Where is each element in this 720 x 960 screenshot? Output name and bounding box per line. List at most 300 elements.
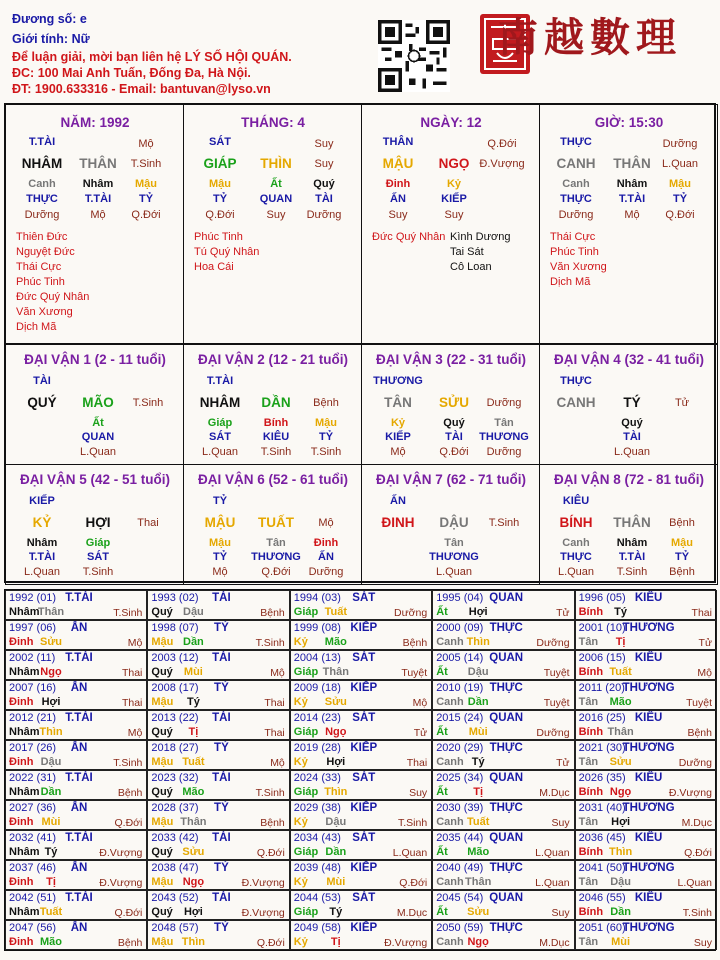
year-cell[interactable]: [575, 590, 717, 620]
year-label: 2024 (33): [293, 772, 341, 784]
year-branch: Dậu: [610, 876, 631, 888]
year-cell[interactable]: [5, 800, 147, 830]
year-star: THỰC: [489, 742, 523, 754]
year-star: QUAN: [489, 592, 524, 604]
year-state: T.Sinh: [255, 637, 285, 649]
dai-van-hidden-god: TỶ: [318, 431, 334, 443]
year-cell[interactable]: [575, 860, 717, 890]
year-cell[interactable]: [575, 830, 717, 860]
year-cell[interactable]: [432, 920, 574, 950]
dai-van-hidden-state: L.Quan: [613, 446, 651, 458]
year-star: KIẾP: [350, 922, 378, 934]
year-branch: Dậu: [183, 606, 204, 618]
year-state: Tuyệt: [686, 697, 712, 709]
hidden-stem: Mậu: [669, 178, 691, 190]
year-star: KIẾP: [350, 622, 378, 634]
year-label: 1998 (07): [151, 622, 199, 634]
year-star: TÀI: [212, 832, 231, 844]
year-stem: Tân: [578, 756, 599, 768]
hidden-state: Mộ: [90, 209, 106, 221]
year-cell[interactable]: [290, 590, 432, 620]
year-cell[interactable]: [147, 890, 289, 920]
year-star: SÁT: [352, 772, 376, 784]
year-cell[interactable]: [5, 710, 147, 740]
hidden-state: Q.Đới: [131, 209, 161, 221]
dai-van-branch: SỬU: [439, 395, 469, 410]
year-cell[interactable]: [575, 920, 717, 950]
hidden-god: THỰC: [26, 193, 58, 205]
year-cell[interactable]: [432, 620, 574, 650]
year-cell[interactable]: [290, 650, 432, 680]
year-star: KIẾP: [350, 742, 378, 754]
year-label: 2010 (19): [436, 682, 484, 694]
year-label: 2017 (26): [9, 742, 57, 754]
hidden-state: Q.Đới: [205, 209, 235, 221]
year-star: THƯƠNG: [622, 682, 675, 694]
year-star: SÁT: [352, 652, 376, 664]
year-state: L.Quan: [535, 847, 570, 859]
year-label: 2001 (10): [578, 622, 626, 634]
year-stem: Kỷ: [293, 936, 308, 948]
year-state: T.Sinh: [255, 787, 285, 799]
year-stem: Ất: [436, 606, 448, 618]
year-state: Mộ: [270, 667, 285, 679]
year-stem: Giáp: [293, 906, 319, 918]
dai-van-hidden-state: L.Quan: [23, 566, 61, 578]
year-star: TÀI: [212, 892, 231, 904]
dai-van-state: Thai: [137, 517, 159, 529]
dai-van-5: [5, 464, 184, 585]
year-branch: Dần: [325, 846, 347, 858]
dai-van-hidden-stem: Quý: [621, 417, 643, 429]
dai-van-branch: DẦN: [261, 395, 291, 410]
year-stem: Nhâm: [9, 906, 40, 918]
year-stem: Quý: [151, 606, 173, 618]
year-cell[interactable]: [290, 800, 432, 830]
owner-line: Đương số: e: [12, 12, 87, 26]
dai-van-stem: CANH: [556, 395, 596, 410]
year-stem: Kỷ: [293, 816, 308, 828]
year-cell[interactable]: [575, 890, 717, 920]
pillar-title: NĂM: 1992: [60, 115, 130, 130]
year-star: SÁT: [352, 712, 376, 724]
dai-van-stem: QUÝ: [27, 395, 57, 410]
year-cell[interactable]: [290, 890, 432, 920]
year-label: 2039 (48): [293, 862, 341, 874]
hidden-stem: Nhâm: [616, 178, 648, 190]
hidden-god: THỰC: [560, 193, 592, 205]
year-state: Dưỡng: [394, 607, 428, 619]
dai-van-hidden-god: SÁT: [87, 551, 109, 563]
year-label: 2043 (52): [151, 892, 199, 904]
year-cell[interactable]: [432, 590, 574, 620]
dai-van-branch: TÝ: [623, 395, 641, 410]
shensha-item: Dịch Mã: [550, 276, 591, 288]
dai-van-branch: TUẤT: [258, 515, 294, 530]
earthly-branch: THÌN: [260, 156, 292, 171]
year-branch: Tị: [330, 936, 341, 948]
year-state: M.Dục: [539, 787, 570, 799]
heavenly-stem: CANH: [556, 156, 596, 171]
year-stem: Mậu: [151, 696, 174, 708]
year-state: M.Dục: [539, 937, 570, 949]
shensha-item: Văn Xương: [550, 261, 607, 273]
year-stem: Bính: [578, 786, 604, 798]
dai-van-hidden-god: THỰC: [560, 551, 592, 563]
year-star: ẤN: [70, 862, 88, 874]
year-label: 2025 (34): [436, 772, 484, 784]
year-branch: Mão: [467, 846, 490, 858]
year-stem: Tân: [578, 876, 599, 888]
dai-van-branch: DẬU: [439, 515, 469, 530]
year-branch: Tuất: [39, 906, 63, 918]
dai-van-hidden-state: T.Sinh: [82, 566, 114, 578]
year-star: KIÊU: [634, 772, 663, 784]
year-state: Mộ: [270, 757, 285, 769]
year-label: 2009 (18): [293, 682, 341, 694]
dai-van-hidden-stem: Tân: [494, 417, 514, 429]
year-cell[interactable]: [147, 920, 289, 950]
year-state: T.Sinh: [113, 607, 143, 619]
dai-van-stem: BÍNH: [559, 515, 593, 530]
dai-van-state: Tử: [674, 397, 690, 409]
year-state: Q.Đới: [256, 937, 285, 949]
earthly-branch: THÂN: [79, 156, 117, 171]
year-cell[interactable]: [290, 830, 432, 860]
year-cell[interactable]: [5, 860, 147, 890]
year-branch: Tuất: [182, 756, 205, 768]
year-branch: Sửu: [182, 846, 205, 858]
dai-van-hidden-stem: Giáp: [85, 537, 111, 549]
year-star: KIÊU: [634, 652, 663, 664]
year-cell[interactable]: [575, 680, 717, 710]
dai-van-star: KIÊU: [562, 495, 590, 507]
qr-code-icon[interactable]: [378, 20, 450, 92]
year-cell[interactable]: [290, 920, 432, 950]
dai-van-title: ĐẠI VẬN 1 (2 - 11 tuổi): [24, 352, 166, 367]
year-cell[interactable]: [432, 710, 574, 740]
year-cell[interactable]: [290, 860, 432, 890]
dai-van-stem: TÂN: [384, 395, 412, 410]
dai-van-hidden-stem: Kỷ: [390, 417, 406, 429]
year-cell[interactable]: [5, 890, 147, 920]
year-branch: Mùi: [326, 876, 346, 888]
dai-van-hidden-god: TÀI: [445, 431, 463, 443]
year-state: Bệnh: [117, 937, 143, 949]
year-label: 2019 (28): [293, 742, 341, 754]
year-branch: Tý: [186, 696, 200, 708]
heavenly-stem: NHÂM: [21, 156, 63, 171]
year-stem: Kỷ: [293, 756, 308, 768]
year-stem: Canh: [436, 876, 464, 888]
year-cell[interactable]: [290, 740, 432, 770]
dai-van-hidden-state: L.Quan: [435, 566, 473, 578]
year-state: Q.Đới: [256, 847, 285, 859]
year-branch: Tuất: [609, 666, 632, 678]
year-stem: Mậu: [151, 636, 174, 648]
dai-van-branch: MÃO: [82, 395, 114, 410]
year-branch: Tị: [473, 786, 484, 798]
year-cell[interactable]: [147, 770, 289, 800]
dai-van-hidden-stem: Mậu: [671, 537, 693, 549]
shensha-item: Phúc Tinh: [16, 276, 65, 288]
heavenly-stem: GIÁP: [203, 156, 237, 171]
year-cell[interactable]: [290, 770, 432, 800]
year-branch: Hợi: [611, 816, 631, 828]
year-star: TỶ: [214, 682, 229, 694]
year-cell[interactable]: [147, 860, 289, 890]
year-cell[interactable]: [575, 710, 717, 740]
year-star: KIÊU: [634, 832, 663, 844]
year-label: 2041 (50): [578, 862, 626, 874]
year-star: ẤN: [70, 682, 88, 694]
dai-van-8: [539, 464, 718, 585]
year-stem: Nhâm: [9, 726, 40, 738]
year-branch: Thìn: [608, 846, 633, 858]
year-cell[interactable]: [147, 590, 289, 620]
year-branch: Dậu: [40, 756, 62, 768]
dai-van-hidden-god: T.TÀI: [618, 551, 646, 563]
dai-van-hidden-god: TÀI: [623, 431, 641, 443]
year-stem: Canh: [436, 636, 464, 648]
hidden-god: KIẾP: [441, 193, 467, 205]
year-state: Đ.Vượng: [241, 877, 285, 889]
year-branch: Tị: [46, 876, 56, 888]
hidden-god: T.TÀI: [84, 193, 112, 205]
year-label: 2006 (15): [578, 652, 626, 664]
dai-van-star: TỶ: [212, 495, 228, 507]
year-star: QUAN: [489, 652, 524, 664]
shensha-item: Hoa Cái: [194, 261, 234, 273]
year-cell[interactable]: [147, 800, 289, 830]
year-branch: Ngọ: [609, 786, 632, 798]
year-branch: Mùi: [468, 726, 488, 738]
year-state: Tử: [556, 757, 570, 769]
year-cell[interactable]: [5, 770, 147, 800]
year-stem: Quý: [151, 906, 173, 918]
year-star: SÁT: [352, 832, 376, 844]
brand-title: 南越數理: [498, 14, 682, 61]
year-branch: Thân: [37, 606, 65, 618]
pillar-4: [539, 104, 718, 344]
year-label: 1997 (06): [9, 622, 57, 634]
year-star: TỶ: [214, 742, 229, 754]
year-star: TỶ: [214, 922, 229, 934]
dai-van-star: T.TÀI: [206, 375, 234, 387]
year-cell[interactable]: [432, 830, 574, 860]
year-star: QUAN: [489, 832, 524, 844]
dai-van-title: ĐẠI VẬN 6 (52 - 61 tuổi): [197, 472, 349, 487]
year-cell[interactable]: [290, 680, 432, 710]
shensha-item: Phúc Tinh: [194, 231, 243, 243]
year-label: 2026 (35): [578, 772, 626, 784]
year-cell[interactable]: [147, 620, 289, 650]
year-stem: Mậu: [151, 816, 174, 828]
dai-van-hidden-state: Dưỡng: [486, 446, 522, 458]
hidden-state: Mộ: [624, 209, 640, 221]
year-stem: Giáp: [293, 786, 319, 798]
year-cell[interactable]: [432, 680, 574, 710]
earthly-branch: THÂN: [613, 156, 651, 171]
hidden-god: T.TÀI: [618, 193, 646, 205]
year-cell[interactable]: [147, 740, 289, 770]
year-label: 2045 (54): [436, 892, 484, 904]
year-label: 2020 (29): [436, 742, 484, 754]
year-cell[interactable]: [575, 620, 717, 650]
year-star: ẤN: [70, 742, 88, 754]
year-branch: Ngọ: [325, 726, 347, 738]
pillar-1: [5, 104, 184, 344]
gender-line: Giới tính: Nữ: [12, 32, 90, 46]
year-stem: Ất: [436, 786, 448, 798]
dai-van-4: [539, 344, 718, 465]
year-cell[interactable]: [432, 890, 574, 920]
year-star: T.TÀI: [65, 892, 93, 904]
year-stem: Canh: [436, 756, 464, 768]
hidden-state: Q.Đới: [665, 209, 695, 221]
shensha-item: Thái Cực: [16, 261, 62, 273]
dai-van-title: ĐẠI VẬN 7 (62 - 71 tuổi): [375, 472, 527, 487]
year-star: THƯƠNG: [622, 802, 675, 814]
year-branch: Sửu: [609, 756, 632, 768]
shensha-item: Nguyệt Đức: [16, 246, 75, 258]
phone-email-line: ĐT: 1900.633316 - Email: bantuvan@lyso.vn: [12, 82, 271, 96]
year-cell[interactable]: [147, 710, 289, 740]
year-cell[interactable]: [5, 830, 147, 860]
year-label: 2012 (21): [9, 712, 57, 724]
hidden-stem: Mậu: [135, 178, 157, 190]
year-label: 2005 (14): [436, 652, 484, 664]
year-branch: Tý: [471, 756, 485, 768]
dai-van-hidden-stem: Nhâm: [616, 537, 648, 549]
year-star: ẤN: [70, 922, 88, 934]
year-state: L.Quan: [677, 877, 712, 889]
year-branch: Hợi: [41, 696, 61, 708]
year-state: Bệnh: [117, 787, 143, 799]
year-stem: Đinh: [9, 816, 34, 828]
year-cell[interactable]: [575, 650, 717, 680]
year-label: 2023 (32): [151, 772, 199, 784]
year-stem: Tân: [578, 696, 599, 708]
year-cell[interactable]: [575, 770, 717, 800]
year-state: Bệnh: [687, 727, 712, 739]
earthly-branch: NGỌ: [438, 156, 470, 171]
dai-van-hidden-stem: Mậu: [209, 537, 231, 549]
year-branch: Mão: [324, 636, 347, 648]
year-cell[interactable]: [575, 800, 717, 830]
dai-van-title: ĐẠI VẬN 3 (22 - 31 tuổi): [375, 352, 527, 367]
dai-van-hidden-god: THƯƠNG: [479, 431, 529, 443]
year-star: ẤN: [70, 622, 88, 634]
year-label: 2004 (13): [293, 652, 341, 664]
year-state: Mộ: [127, 637, 143, 649]
dai-van-hidden-god: THƯƠNG: [251, 551, 301, 563]
year-cell[interactable]: [5, 650, 147, 680]
year-state: Thai: [264, 697, 285, 709]
year-label: 2008 (17): [151, 682, 199, 694]
year-state: M.Dục: [396, 907, 428, 919]
year-star: KIÊU: [634, 592, 663, 604]
dai-van-hidden-god: T.TÀI: [28, 551, 56, 563]
heavenly-stem: MẬU: [382, 156, 414, 171]
year-state: Q.Đới: [684, 847, 712, 859]
year-cell[interactable]: [575, 740, 717, 770]
year-star: KIẾP: [350, 802, 378, 814]
shensha-item: Phúc Tinh: [550, 246, 599, 258]
year-star: THỰC: [489, 622, 523, 634]
pillar-star: T.TÀI: [28, 136, 56, 148]
year-stem: Giáp: [293, 606, 319, 618]
hidden-state: Dưỡng: [558, 209, 594, 221]
year-state: Bệnh: [260, 607, 285, 619]
year-state: L.Quan: [535, 877, 570, 889]
year-cell[interactable]: [432, 770, 574, 800]
year-cell[interactable]: [5, 590, 147, 620]
dai-van-stem: MẬU: [204, 515, 236, 530]
dai-van-hidden-state: Q.Đới: [261, 566, 291, 578]
year-cell[interactable]: [432, 740, 574, 770]
dai-van-title: ĐẠI VẬN 4 (32 - 41 tuổi): [553, 352, 705, 367]
year-stem: Ất: [436, 666, 448, 678]
year-star: KIẾP: [350, 682, 378, 694]
hidden-stem: Ất: [270, 178, 282, 190]
branch-state: L.Quan: [661, 158, 699, 170]
dai-van-hidden-state: L.Quan: [557, 566, 595, 578]
year-branch: Tuất: [324, 606, 347, 618]
contact-line: Để luận giải, mời bạn liên hệ LÝ SỐ HỘI QUÁN.: [12, 50, 292, 64]
year-star: KIÊU: [634, 892, 663, 904]
year-star: THƯƠNG: [622, 922, 675, 934]
year-label: 2003 (12): [151, 652, 199, 664]
year-branch: Tị: [615, 636, 626, 648]
dai-van-star: ẤN: [390, 495, 406, 507]
hidden-state: Suy: [388, 209, 408, 221]
year-stem: Bính: [578, 726, 604, 738]
pillar-star-state: Q.Đới: [487, 138, 517, 150]
dai-van-hidden-god: THƯƠNG: [429, 551, 479, 563]
year-cell[interactable]: [5, 740, 147, 770]
year-state: Mộ: [697, 667, 712, 679]
year-star: TÀI: [212, 772, 231, 784]
year-cell[interactable]: [290, 710, 432, 740]
year-label: 2016 (25): [578, 712, 626, 724]
year-cell[interactable]: [147, 650, 289, 680]
year-star: TỶ: [214, 802, 229, 814]
year-star: KIÊU: [634, 712, 663, 724]
year-state: T.Sinh: [682, 907, 712, 919]
dai-van-star: TÀI: [33, 375, 51, 387]
year-cell[interactable]: [5, 920, 147, 950]
year-stem: Giáp: [293, 846, 319, 858]
four-pillars-chart: [4, 103, 716, 583]
year-cell[interactable]: [432, 860, 574, 890]
year-cell[interactable]: [147, 680, 289, 710]
year-label: 2035 (44): [436, 832, 484, 844]
year-stem: Nhâm: [9, 846, 40, 858]
year-cell[interactable]: [5, 620, 147, 650]
pillar-star: SÁT: [209, 136, 231, 148]
dai-van-hidden-god: SÁT: [209, 431, 231, 443]
hidden-state: Suy: [444, 209, 464, 221]
year-state: Dưỡng: [678, 757, 712, 769]
year-cell[interactable]: [290, 620, 432, 650]
year-cell[interactable]: [147, 830, 289, 860]
year-stem: Canh: [436, 936, 464, 948]
year-cell[interactable]: [432, 650, 574, 680]
year-cell[interactable]: [5, 680, 147, 710]
year-label: 2042 (51): [9, 892, 57, 904]
year-cell[interactable]: [432, 800, 574, 830]
